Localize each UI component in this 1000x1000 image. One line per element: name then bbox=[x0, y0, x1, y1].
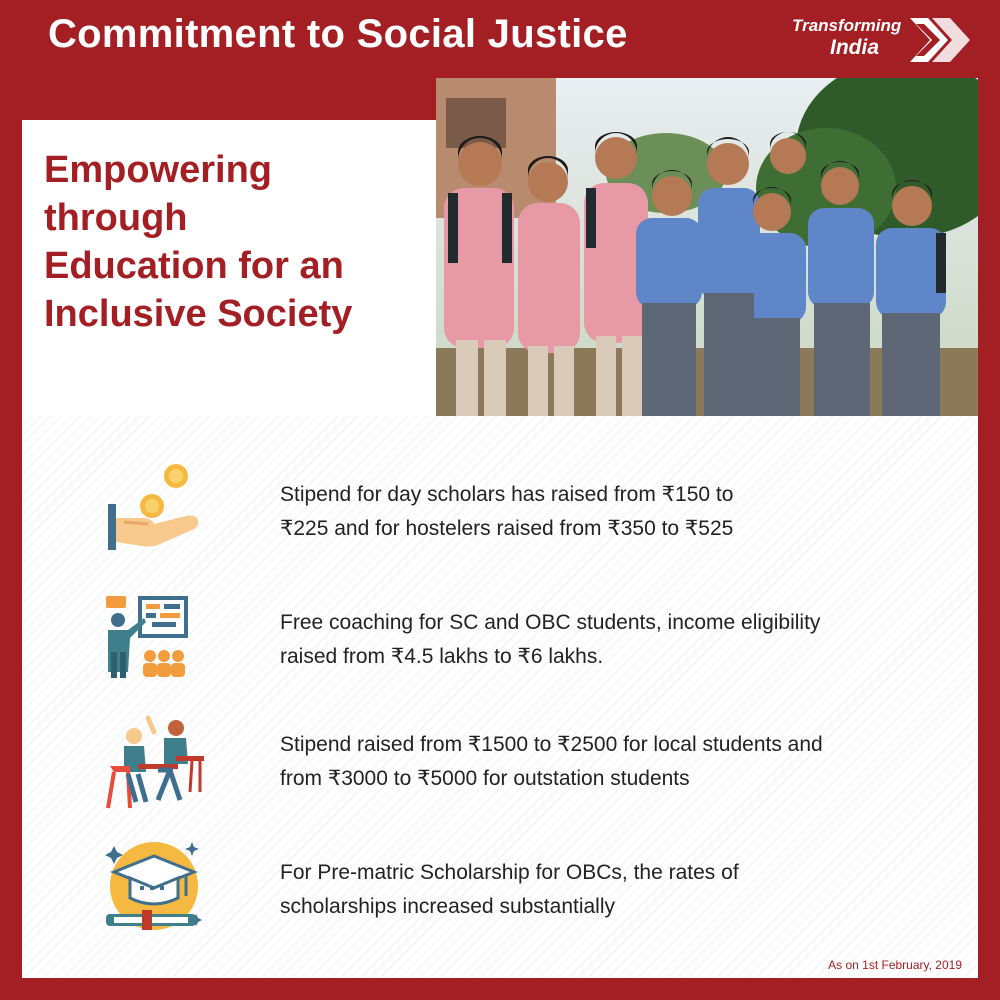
chevrons-icon bbox=[906, 16, 972, 64]
headline-line: Empowering bbox=[44, 149, 273, 191]
teacher-presentation-icon bbox=[100, 592, 210, 692]
info-line: ₹225 and for hostelers raised from ₹350 to ₹525 bbox=[280, 517, 734, 540]
info-line: For Pre-matric Scholarship for OBCs, the rates of bbox=[280, 861, 739, 884]
info-line: Stipend for day scholars has raised from ₹150 to bbox=[280, 483, 734, 506]
info-line: Free coaching for SC and OBC students, income eligibility bbox=[280, 611, 821, 634]
headline-line: Inclusive Society bbox=[44, 293, 353, 335]
info-item-text bbox=[280, 606, 920, 674]
page-title: Commitment to Social Justice bbox=[48, 12, 628, 56]
headline-line: Education for an bbox=[44, 245, 344, 287]
info-item-text bbox=[280, 728, 920, 796]
info-item-text bbox=[280, 478, 920, 546]
info-line: Stipend raised from ₹1500 to ₹2500 for local students and bbox=[280, 733, 823, 756]
info-line: scholarships increased substantially bbox=[280, 895, 616, 918]
students-photo bbox=[436, 78, 978, 416]
info-line: raised from ₹4.5 lakhs to ₹6 lakhs. bbox=[280, 645, 604, 668]
as-of-date: As on 1st February, 2019 bbox=[828, 958, 962, 972]
graduation-cap-book-icon bbox=[100, 838, 210, 938]
section-headline bbox=[44, 146, 434, 338]
brand-line-1: Transforming bbox=[792, 16, 902, 35]
info-item-text bbox=[280, 856, 920, 924]
students-at-desks-icon bbox=[100, 712, 210, 812]
info-line: from ₹3000 to ₹5000 for outstation students bbox=[280, 767, 690, 790]
coins-in-hand-icon bbox=[100, 460, 210, 560]
headline-line: through bbox=[44, 197, 188, 239]
brand-line-2: India bbox=[830, 36, 880, 59]
brand-logo bbox=[792, 14, 972, 66]
